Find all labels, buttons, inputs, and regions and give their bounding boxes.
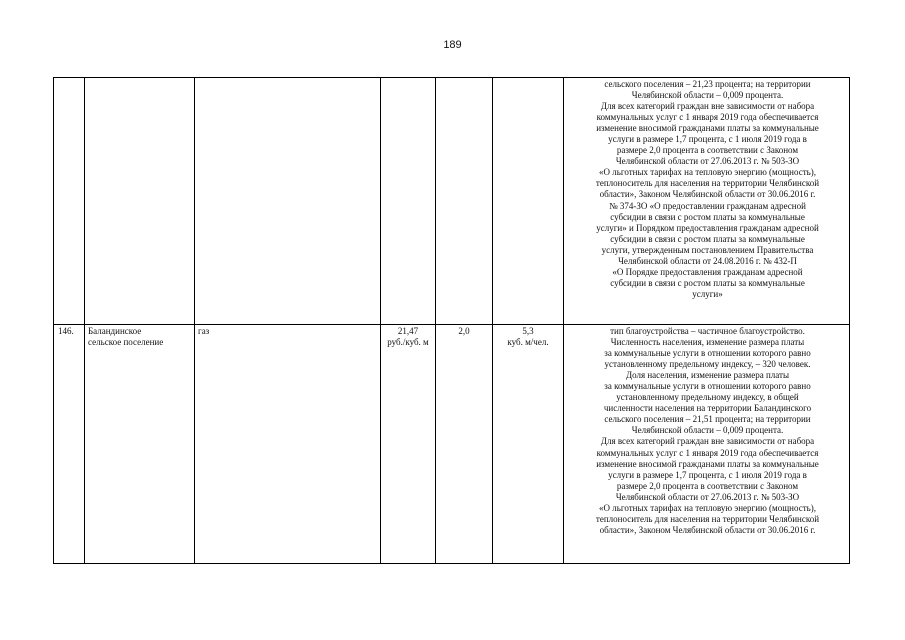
service-type: газ <box>198 326 210 336</box>
description-line: за коммунальные услуги в отношении которого равно <box>604 348 811 359</box>
description-line: Челябинской области от 27.06.2013 г. № 503-ЗО <box>615 491 800 502</box>
row-146-description <box>567 326 848 536</box>
description-line: Численность населения, изменение размера платы <box>610 337 805 348</box>
description-line: услуги» и Порядком предоставления гражданам адресной <box>596 222 819 233</box>
description-line: субсидии в связи с ростом платы за коммунальные <box>610 277 805 288</box>
description-line: услуги в размере 1,7 процента, с 1 июля 2019 года в <box>608 469 807 480</box>
continued-description <box>567 79 848 300</box>
description-line: размере 2,0 процента в соответствии с Законом <box>616 145 799 156</box>
description-line: Челябинской области – 0,009 процента. <box>631 425 784 436</box>
description-line: изменение вносимой гражданами платы за коммунальные <box>596 123 819 134</box>
description-line: Челябинской области – 0,009 процента. <box>631 90 784 101</box>
description-line: «О льготных тарифах на тепловую энергию (мощность), <box>599 502 816 513</box>
column-line <box>849 77 850 564</box>
description-line: «О льготных тарифах на тепловую энергию (мощность), <box>599 167 816 178</box>
description-line: услуги, утвержденным постановлением Правительства <box>601 244 814 255</box>
description-line: субсидии в связи с ростом платы за коммунальные <box>610 211 805 222</box>
description-line: коммунальных услуг с 1 января 2019 года обеспечивается <box>596 447 819 458</box>
column-line <box>380 77 381 564</box>
settlement-name <box>88 326 163 348</box>
description-line: Доля населения, изменение размера платы <box>625 370 790 381</box>
description-line: области», Законом Челябинской области от 30.06.2016 г. <box>599 189 816 200</box>
description-line: установленному предельному индексу, в общей <box>616 392 799 403</box>
description-line: Челябинской области от 27.06.2013 г. № 503-ЗО <box>615 156 800 167</box>
description-line: «О Порядке предоставления гражданам адресной <box>612 266 803 277</box>
page-number: 189 <box>443 39 462 51</box>
description-line: Для всех категорий граждан вне зависимости от набора <box>600 436 815 447</box>
description-line: тип благоустройства – частичное благоустройство. <box>610 326 805 336</box>
description-line: размере 2,0 процента в соответствии с Законом <box>616 480 799 491</box>
column-line <box>563 77 564 564</box>
description-line: области», Законом Челябинской области от 30.06.2016 г. <box>599 524 816 535</box>
table-border-top <box>53 77 850 78</box>
description-line: установленному предельному индексу, – 320 человек. <box>604 359 811 370</box>
settlement-name-line: сельское поселение <box>88 337 164 347</box>
consumption-norm <box>493 326 563 348</box>
norm-value: 5,3 <box>522 326 534 336</box>
row-number: 146. <box>58 326 74 336</box>
description-line: Челябинской области от 24.08.2016 г. № 432-П <box>618 255 797 266</box>
tariff-value: 21,47 <box>397 326 419 336</box>
description-line: теплоноситель для населения на территории Челябинской <box>595 178 820 189</box>
description-line: теплоноситель для населения на территории Челябинской <box>595 513 820 524</box>
description-line: сельского поселения – 21,23 процента; на территории <box>604 79 811 89</box>
norm-unit: куб. м/чел. <box>507 337 549 347</box>
row-separator <box>53 324 850 325</box>
description-line: изменение вносимой гражданами платы за коммунальные <box>596 458 819 469</box>
index-percent: 2,0 <box>458 326 470 336</box>
column-line <box>435 77 436 564</box>
column-line <box>492 77 493 564</box>
column-line <box>53 77 54 564</box>
description-line: численности населения на территории Баландинского <box>603 403 812 414</box>
description-line: услуги в размере 1,7 процента, с 1 июля 2019 года в <box>608 134 807 145</box>
description-line: коммунальных услуг с 1 января 2019 года обеспечивается <box>596 112 819 123</box>
column-line <box>194 77 195 564</box>
table-border-bottom <box>53 563 850 564</box>
settlement-name-line: Баландинское <box>88 326 142 336</box>
description-line: № 374-ЗО «О предоставлении гражданам адресной <box>609 200 806 211</box>
description-line: сельского поселения – 21,51 процента; на территории <box>604 414 811 425</box>
tariff-unit: руб./куб. м <box>387 337 429 347</box>
description-line: Для всех категорий граждан вне зависимости от набора <box>600 101 815 112</box>
column-line <box>84 77 85 564</box>
tariff <box>381 326 435 348</box>
description-line: субсидии в связи с ростом платы за коммунальные <box>610 233 805 244</box>
description-line: услуги» <box>692 288 723 299</box>
description-line: за коммунальные услуги в отношении которого равно <box>604 381 811 392</box>
